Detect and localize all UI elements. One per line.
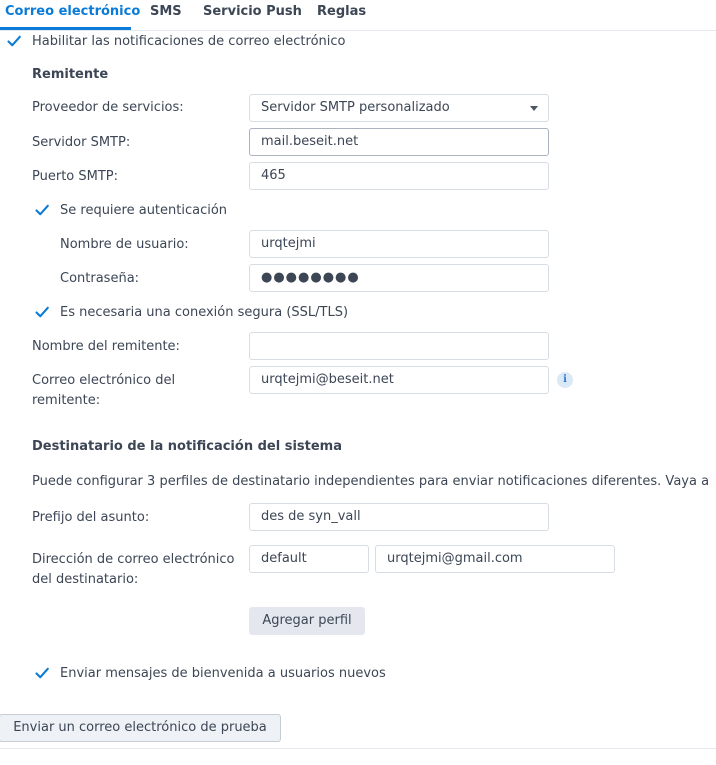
- tab-sms[interactable]: SMS: [150, 4, 182, 19]
- subject-prefix-input[interactable]: des de syn_vall: [249, 503, 549, 531]
- ssl-required-label: Es necesaria una conexión segura (SSL/TLS): [60, 305, 349, 320]
- active-tab-indicator: [0, 27, 131, 30]
- recipient-address-input[interactable]: urqtejmi@gmail.com: [375, 545, 615, 573]
- sender-section-title: Remitente: [32, 67, 109, 82]
- tab-bar: [0, 0, 716, 31]
- provider-value: Servidor SMTP personalizado: [261, 100, 450, 115]
- smtp-port-label: Puerto SMTP:: [32, 169, 119, 184]
- subject-prefix-label: Prefijo del asunto:: [32, 510, 150, 525]
- sender-email-label-line2: remitente:: [32, 393, 101, 408]
- provider-select[interactable]: [249, 94, 549, 122]
- recipient-section-title: Destinatario de la notificación del sistema: [32, 439, 342, 454]
- recipient-description: Puede configurar 3 perfiles de destinatario independientes para enviar notificaciones diferentes. Vaya a: [32, 474, 710, 489]
- smtp-server-label: Servidor SMTP:: [32, 135, 131, 150]
- sender-email-input[interactable]: urqtejmi@beseit.net: [249, 366, 549, 394]
- sender-name-label: Nombre del remitente:: [32, 339, 180, 354]
- welcome-messages-checkbox[interactable]: [34, 665, 50, 681]
- send-test-email-button[interactable]: Enviar un correo electrónico de prueba: [0, 714, 281, 742]
- sender-name-input[interactable]: [249, 332, 549, 360]
- welcome-messages-label: Enviar mensajes de bienvenida a usuarios nuevos: [60, 666, 386, 681]
- enable-email-label: Habilitar las notificaciones de correo electrónico: [32, 34, 346, 49]
- chevron-down-icon: [530, 106, 538, 111]
- footer-divider: [0, 748, 716, 749]
- add-profile-button[interactable]: Agregar perfil: [249, 607, 365, 635]
- auth-required-checkbox[interactable]: [34, 202, 50, 218]
- recipient-profile-input[interactable]: default: [249, 545, 369, 573]
- tab-rules[interactable]: Reglas: [317, 4, 367, 19]
- info-icon[interactable]: i: [557, 372, 573, 388]
- recipient-address-label-line1: Dirección de correo electrónico: [32, 552, 235, 567]
- username-input[interactable]: urqtejmi: [249, 230, 549, 258]
- smtp-server-input[interactable]: mail.beseit.net: [249, 128, 549, 156]
- checkmark-icon: [34, 202, 50, 218]
- provider-label: Proveedor de servicios:: [32, 100, 184, 115]
- recipient-address-label-line2: del destinatario:: [32, 572, 139, 587]
- checkmark-icon: [34, 304, 50, 320]
- password-label: Contraseña:: [60, 271, 140, 286]
- smtp-port-input[interactable]: 465: [249, 162, 549, 190]
- auth-required-label: Se requiere autenticación: [60, 203, 228, 218]
- username-label: Nombre de usuario:: [60, 237, 189, 252]
- sender-email-label-line1: Correo electrónico del: [32, 373, 176, 388]
- tab-push-service[interactable]: Servicio Push: [203, 4, 302, 19]
- enable-email-checkbox[interactable]: [6, 33, 22, 49]
- checkmark-icon: [6, 33, 22, 49]
- ssl-required-checkbox[interactable]: [34, 304, 50, 320]
- tab-email[interactable]: Correo electrónico: [5, 4, 141, 19]
- password-input[interactable]: ●●●●●●●●: [249, 264, 549, 292]
- checkmark-icon: [34, 665, 50, 681]
